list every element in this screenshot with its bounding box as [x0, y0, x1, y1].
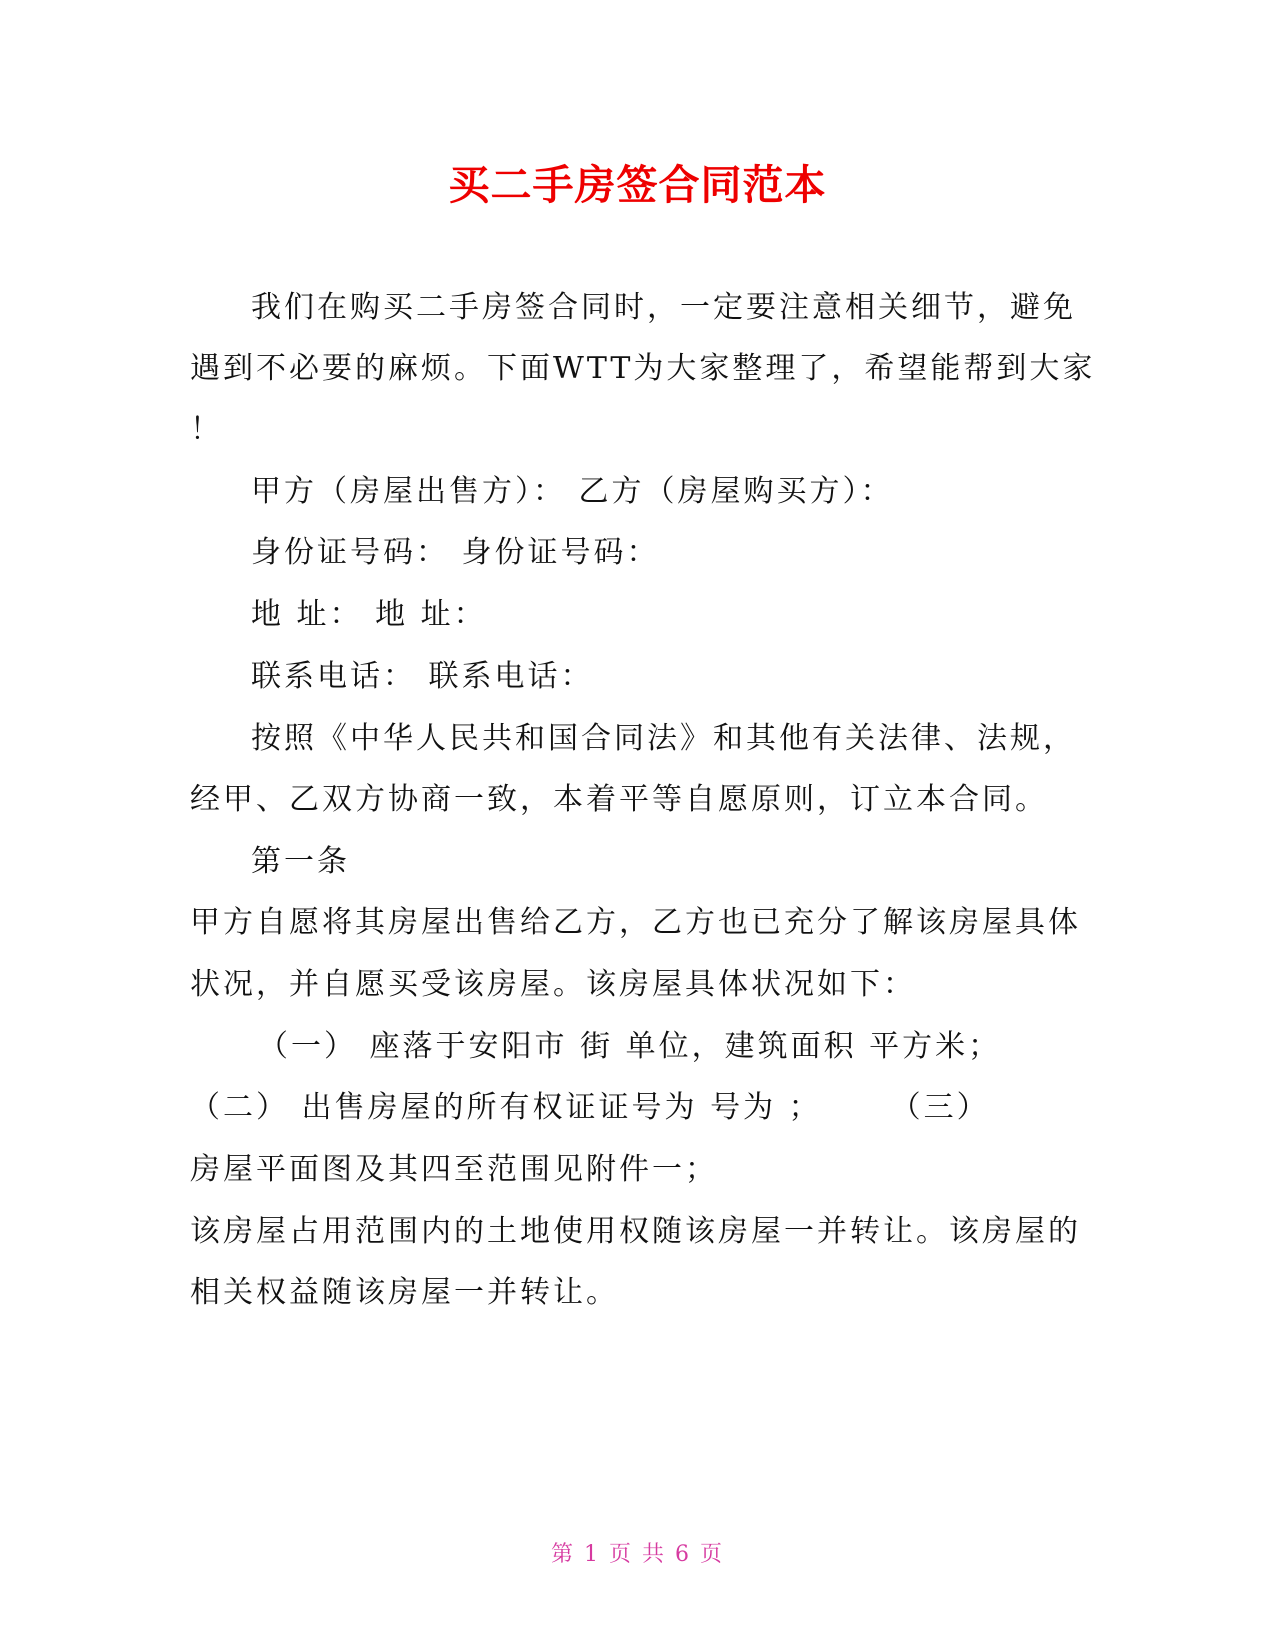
paragraph-line: 经甲、乙双方协商一致，本着平等自愿原则，订立本合同。	[190, 782, 1048, 817]
paragraph-line: 房屋平面图及其四至范围见附件一；	[190, 1152, 718, 1187]
paragraph-line: （一） 座落于安阳市 街 单位，建筑面积 平方米；	[258, 1029, 1002, 1064]
paragraph-line: 该房屋占用范围内的土地使用权随该房屋一并转让。该房屋的	[190, 1214, 1081, 1249]
paragraph-line: 相关权益随该房屋一并转让。	[190, 1275, 619, 1310]
paragraph-line: 按照《中华人民共和国合同法》和其他有关法律、法规，	[251, 721, 1076, 756]
paragraph-line: 身份证号码： 身份证号码：	[251, 535, 660, 570]
section-heading: 第一条	[251, 844, 350, 879]
paragraph-line: 甲方（房屋出售方）： 乙方（房屋购买方）：	[251, 474, 894, 509]
paragraph-line: 联系电话： 联系电话：	[251, 659, 594, 694]
paragraph-line: 状况，并自愿买受该房屋。该房屋具体状况如下：	[190, 967, 916, 1002]
paragraph-line: 遇到不必要的麻烦。下面WTT为大家整理了，希望能帮到大家	[190, 351, 1096, 386]
document-title: 买二手房签合同范本	[448, 161, 827, 209]
page-footer: 第 1 页 共 6 页	[551, 1542, 724, 1567]
paragraph-line: 地 址： 地 址：	[251, 597, 487, 632]
paragraph-line: 甲方自愿将其房屋出售给乙方，乙方也已充分了解该房屋具体	[190, 905, 1081, 940]
paragraph-line: （二） 出售房屋的所有权证证号为 号为 ； （三）	[190, 1090, 990, 1125]
paragraph-line: ！	[190, 412, 223, 447]
paragraph-line: 我们在购买二手房签合同时，一定要注意相关细节，避免	[251, 290, 1076, 325]
